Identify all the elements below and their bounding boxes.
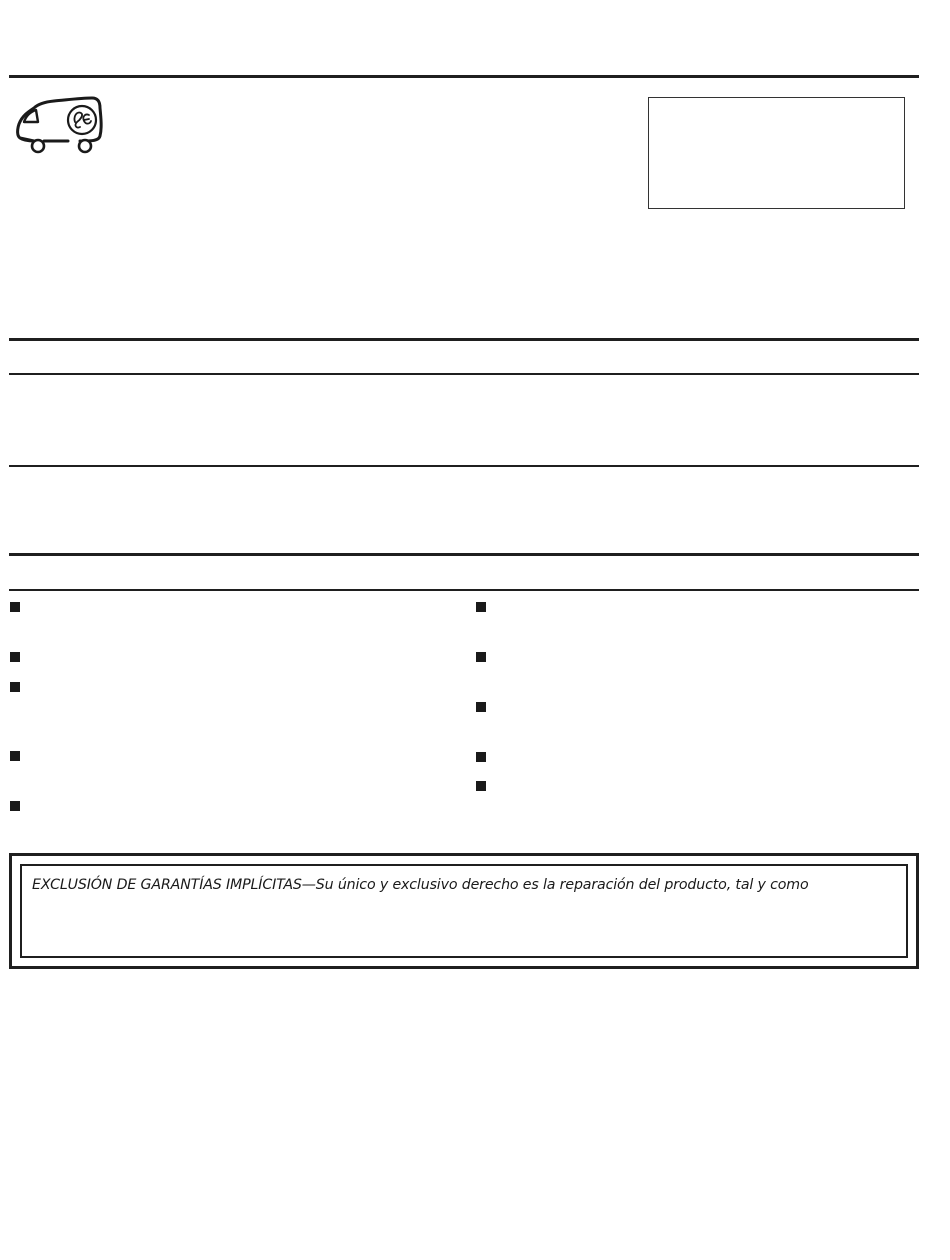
ge-service-truck-icon <box>14 94 104 156</box>
exclusion-text: EXCLUSIÓN DE GARANTÍAS IMPLÍCITAS—Su único y exclusivo derecho es la reparación del producto, tal y como <box>32 877 809 893</box>
list-item-bullet <box>10 602 20 612</box>
list-item-bullet <box>10 652 20 662</box>
list-item-bullet <box>476 752 486 762</box>
section-divider <box>9 338 919 341</box>
list-item-bullet <box>476 702 486 712</box>
list-item-bullet <box>476 652 486 662</box>
exclusion-box-inner <box>20 864 908 958</box>
list-item-bullet <box>10 751 20 761</box>
list-item-bullet <box>476 602 486 612</box>
section-divider <box>9 465 919 467</box>
list-item-bullet <box>10 801 20 811</box>
section-divider <box>9 589 919 591</box>
section-divider <box>9 553 919 556</box>
list-item-bullet <box>10 682 20 692</box>
info-box <box>648 97 905 209</box>
top-divider <box>9 75 919 78</box>
exclusion-box <box>9 853 919 969</box>
section-divider <box>9 373 919 375</box>
list-item-bullet <box>476 781 486 791</box>
